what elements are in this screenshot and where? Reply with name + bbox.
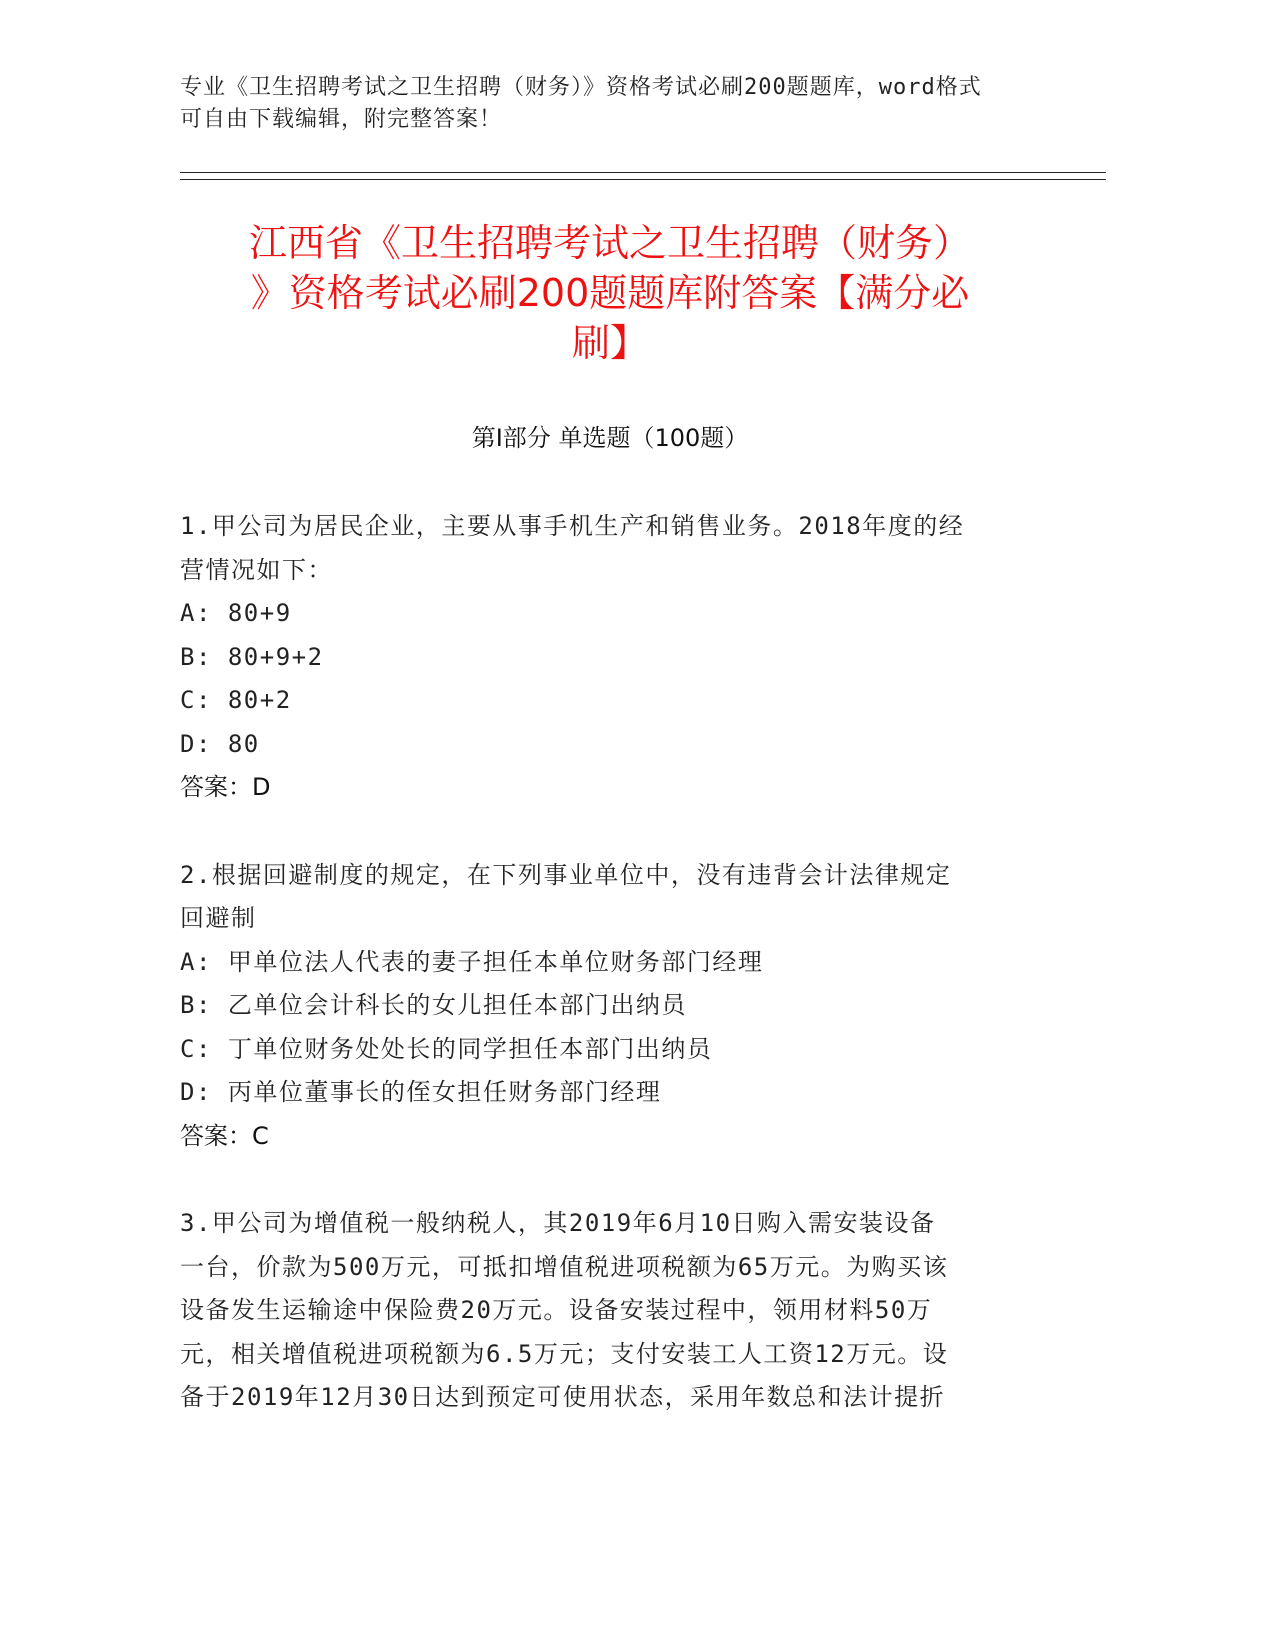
option-b: B: 乙单位会计科长的女儿担任本部门出纳员 — [180, 991, 687, 1019]
option-d: D: 80 — [180, 729, 260, 758]
title-line: 》资格考试必刷200题题库附答案【满分必 — [250, 271, 970, 315]
title-line: 刷】 — [571, 321, 648, 365]
section-heading: 第Ⅰ部分 单选题（100题） — [471, 424, 749, 452]
question-text: 一台，价款为500万元，可抵扣增值税进项税额为65万元。为购买该 — [180, 1252, 949, 1281]
question-text: 回避制 — [180, 904, 257, 932]
question-text: 2.根据回避制度的规定，在下列事业单位中，没有违背会计法律规定 — [180, 860, 952, 889]
header-divider — [180, 172, 1106, 173]
question-1 — [180, 505, 1040, 810]
header-note-line: 专业《卫生招聘考试之卫生招聘（财务）》资格考试必刷200题题库，word格式 — [180, 75, 982, 100]
question-text: 1.甲公司为居民企业，主要从事手机生产和销售业务。2018年度的经 — [180, 512, 965, 540]
question-text: 备于2019年12月30日达到预定可使用状态，采用年数总和法计提折 — [180, 1383, 946, 1411]
option-a: A: 甲单位法人代表的妻子担任本单位财务部门经理 — [180, 947, 764, 976]
question-text: 3.甲公司为增值税一般纳税人，其2019年6月10日购入需安装设备 — [180, 1209, 936, 1237]
header-note-line: 可自由下载编辑，附完整答案！ — [180, 107, 503, 132]
answer: 答案：C — [180, 1121, 269, 1150]
option-c: C: 丁单位财务处处长的同学担任本部门出纳员 — [180, 1034, 713, 1063]
option-a: A: 80+9 — [180, 599, 292, 627]
question-list — [180, 505, 1040, 1464]
option-c: C: 80+2 — [180, 686, 292, 714]
answer: 答案：D — [180, 773, 271, 801]
header-note — [180, 72, 1040, 136]
question-3 — [180, 1202, 1040, 1420]
title-line: 江西省《卫生招聘考试之卫生招聘（财务） — [248, 221, 971, 265]
question-text: 设备发生运输途中保险费20万元。设备安装过程中，领用材料50万 — [180, 1296, 933, 1324]
question-2 — [180, 854, 1040, 1159]
option-b: B: 80+9+2 — [180, 642, 324, 671]
question-text: 营情况如下： — [180, 555, 333, 584]
header-divider — [180, 179, 1106, 180]
document-title — [180, 218, 1040, 368]
option-d: D: 丙单位董事长的侄女担任财务部门经理 — [180, 1078, 662, 1106]
question-text: 元，相关增值税进项税额为6.5万元；支付安装工人工资12万元。设 — [180, 1339, 949, 1368]
